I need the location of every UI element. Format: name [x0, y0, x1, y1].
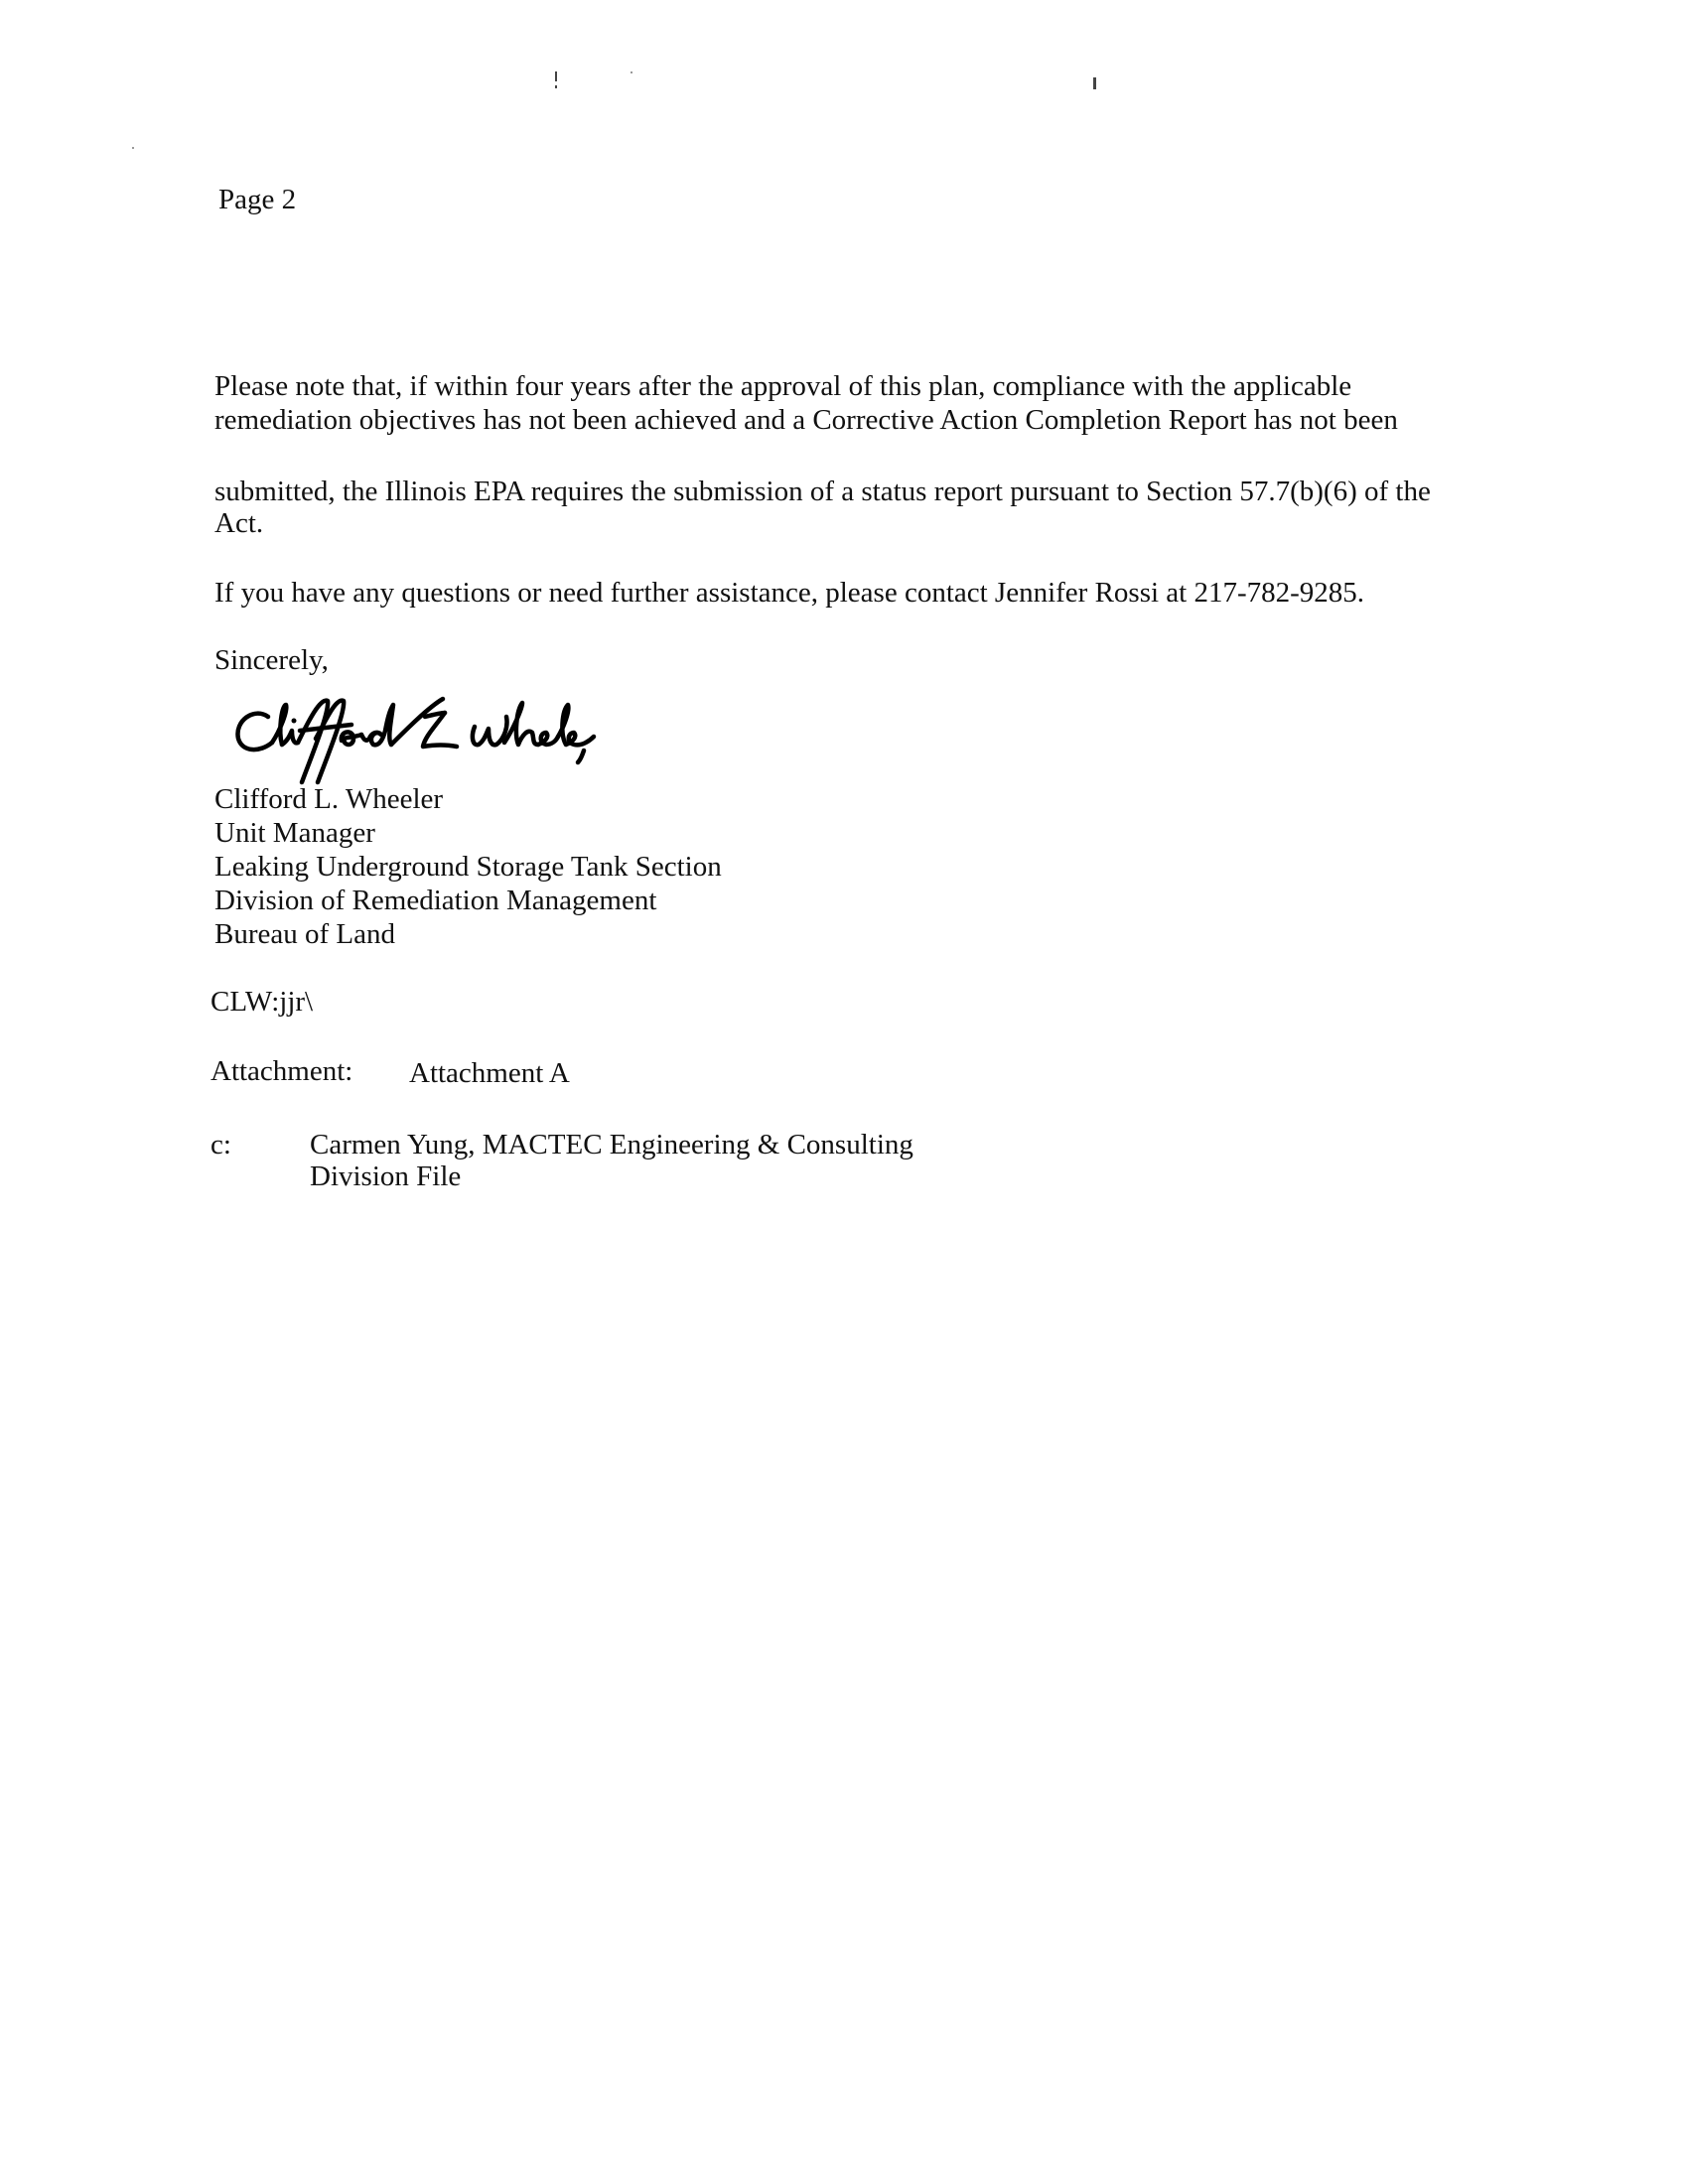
page-label: Page 2: [218, 184, 297, 215]
cc-recipient: Carmen Yung, MACTEC Engineering & Consulting: [310, 1129, 913, 1160]
scan-speck: [132, 147, 134, 149]
scan-speck: [555, 71, 557, 81]
signer-bureau: Bureau of Land: [214, 918, 395, 950]
scan-speck: [631, 71, 632, 73]
signer-name: Clifford L. Wheeler: [214, 783, 444, 815]
body-paragraph-1-line-3: submitted, the Illinois EPA requires the submission of a status report pursuant to Section 57.7(b)(6) of the: [214, 476, 1431, 507]
body-paragraph-1-line-1: Please note that, if within four years after the approval of this plan, compliance with the applicable: [214, 370, 1352, 402]
attachment-label: Attachment:: [210, 1055, 353, 1087]
body-paragraph-1-line-4: Act.: [214, 507, 264, 539]
closing: Sincerely,: [214, 644, 329, 676]
initials: CLW:jjr\: [210, 986, 314, 1018]
attachment-value: Attachment A: [409, 1057, 570, 1089]
cc-label: c:: [210, 1129, 231, 1160]
signature-image: [230, 691, 608, 790]
body-paragraph-1-line-2: remediation objectives has not been achieved and a Corrective Action Completion Report has not been: [214, 404, 1398, 436]
cc-recipient: Division File: [310, 1160, 462, 1192]
signer-division: Division of Remediation Management: [214, 885, 657, 916]
signer-title: Unit Manager: [214, 817, 375, 849]
scan-speck: [555, 85, 557, 88]
scan-speck: [1093, 77, 1096, 89]
body-paragraph-2: If you have any questions or need further assistance, please contact Jennifer Rossi at 217-782-9285.: [214, 577, 1365, 609]
signer-section: Leaking Underground Storage Tank Section: [214, 851, 722, 883]
